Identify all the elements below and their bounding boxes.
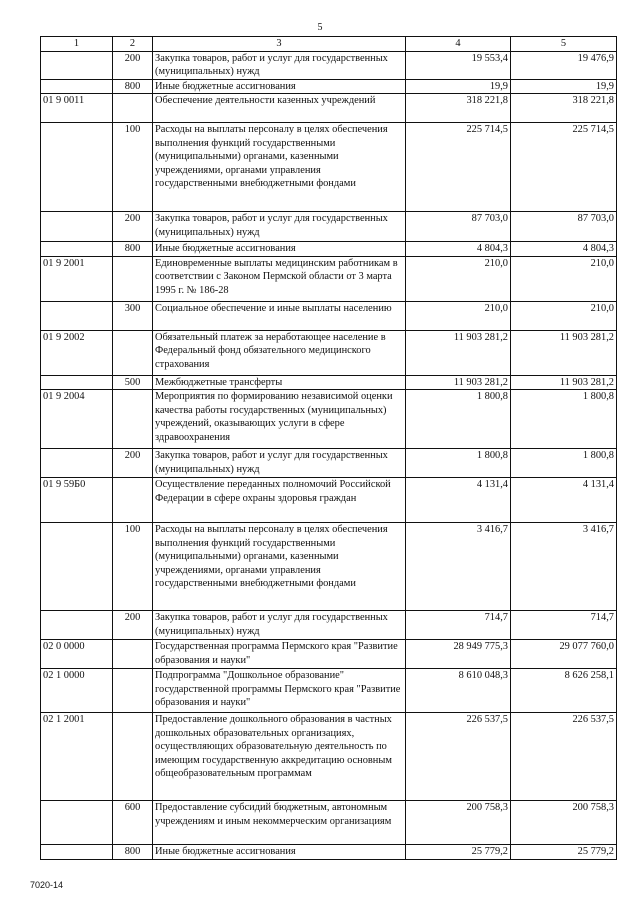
cell-amount-year2: 200 758,3: [511, 801, 617, 845]
header-col-5: 5: [511, 37, 617, 52]
table-row: [41, 123, 617, 212]
cell-name: Закупка товаров, работ и услуг для государственных (муниципальных) нужд: [153, 51, 406, 79]
cell-amount-year1: 714,7: [406, 611, 511, 640]
table-row: [41, 640, 617, 669]
cell-name: Расходы на выплаты персоналу в целях обеспечения выполнения функций государственными (муниципальными) органами, казенными учреждениями, органами управления государственными внебюджетными фондами: [153, 523, 406, 611]
cell-expense-type: [113, 640, 153, 669]
table-row: [41, 523, 617, 611]
cell-amount-year1: 225 714,5: [406, 123, 511, 212]
cell-amount-year2: 29 077 760,0: [511, 640, 617, 669]
cell-expense-type: [113, 669, 153, 713]
cell-amount-year1: 4 131,4: [406, 478, 511, 523]
cell-amount-year1: 28 949 775,3: [406, 640, 511, 669]
cell-name: Иные бюджетные ассигнования: [153, 845, 406, 860]
cell-code: 01 9 2004: [41, 390, 113, 449]
table-row: [41, 390, 617, 449]
cell-amount-year2: 1 800,8: [511, 390, 617, 449]
form-code: 7020-14: [30, 880, 64, 890]
cell-amount-year1: 210,0: [406, 256, 511, 301]
cell-code: 02 1 2001: [41, 713, 113, 801]
cell-amount-year1: 11 903 281,2: [406, 330, 511, 375]
cell-name: Подпрограмма "Дошкольное образование" государственной программы Пермского края "Развитие образования и науки": [153, 669, 406, 713]
cell-expense-type: 200: [113, 611, 153, 640]
cell-code: [41, 301, 113, 330]
cell-code: [41, 523, 113, 611]
cell-expense-type: 100: [113, 523, 153, 611]
cell-amount-year1: 25 779,2: [406, 845, 511, 860]
table-row: [41, 611, 617, 640]
table-row: [41, 478, 617, 523]
cell-amount-year2: 87 703,0: [511, 212, 617, 242]
header-col-4: 4: [406, 37, 511, 52]
cell-amount-year1: 226 537,5: [406, 713, 511, 801]
cell-name: Закупка товаров, работ и услуг для государственных (муниципальных) нужд: [153, 212, 406, 242]
cell-code: 02 0 0000: [41, 640, 113, 669]
cell-expense-type: [113, 713, 153, 801]
page-number: 5: [317, 22, 323, 33]
cell-name: Предоставление субсидий бюджетным, автономным учреждениям и иным некоммерческим организациям: [153, 801, 406, 845]
cell-amount-year2: 19,9: [511, 79, 617, 94]
cell-amount-year2: 4 131,4: [511, 478, 617, 523]
header-col-1: 1: [41, 37, 113, 52]
table-row: [41, 301, 617, 330]
cell-name: Мероприятия по формированию независимой оценки качества работы государственных (муниципальных) учреждений, оказывающих услуги в сфере здравоохранения: [153, 390, 406, 449]
table-row: [41, 801, 617, 845]
cell-code: 01 9 59Б0: [41, 478, 113, 523]
cell-code: [41, 242, 113, 257]
table-row: [41, 375, 617, 390]
cell-amount-year2: 714,7: [511, 611, 617, 640]
cell-expense-type: [113, 94, 153, 123]
cell-code: 02 1 0000: [41, 669, 113, 713]
cell-amount-year1: 318 221,8: [406, 94, 511, 123]
cell-expense-type: [113, 390, 153, 449]
table-row: [41, 256, 617, 301]
table-row: [41, 79, 617, 94]
cell-name: Социальное обеспечение и иные выплаты населению: [153, 301, 406, 330]
cell-expense-type: 800: [113, 242, 153, 257]
cell-expense-type: [113, 478, 153, 523]
table-row: [41, 845, 617, 860]
cell-code: [41, 801, 113, 845]
table-row: [41, 94, 617, 123]
cell-amount-year2: 226 537,5: [511, 713, 617, 801]
cell-code: [41, 845, 113, 860]
cell-expense-type: 500: [113, 375, 153, 390]
cell-code: [41, 212, 113, 242]
cell-expense-type: 200: [113, 51, 153, 79]
cell-amount-year2: 1 800,8: [511, 449, 617, 478]
table-row: [41, 669, 617, 713]
cell-amount-year1: 3 416,7: [406, 523, 511, 611]
cell-code: [41, 449, 113, 478]
table-row: [41, 713, 617, 801]
cell-amount-year2: 19 476,9: [511, 51, 617, 79]
cell-code: 01 9 2002: [41, 330, 113, 375]
cell-amount-year2: 25 779,2: [511, 845, 617, 860]
cell-name: Иные бюджетные ассигнования: [153, 242, 406, 257]
cell-name: Обязательный платеж за неработающее население в Федеральный фонд обязательного медицинского страхования: [153, 330, 406, 375]
table-row: [41, 449, 617, 478]
cell-amount-year1: 11 903 281,2: [406, 375, 511, 390]
cell-expense-type: [113, 256, 153, 301]
cell-amount-year1: 4 804,3: [406, 242, 511, 257]
cell-name: Иные бюджетные ассигнования: [153, 79, 406, 94]
cell-code: 01 9 0011: [41, 94, 113, 123]
cell-code: [41, 611, 113, 640]
cell-code: [41, 375, 113, 390]
cell-expense-type: [113, 330, 153, 375]
table-row: [41, 51, 617, 79]
cell-amount-year1: 1 800,8: [406, 390, 511, 449]
cell-amount-year1: 19 553,4: [406, 51, 511, 79]
cell-name: Осуществление переданных полномочий Российской Федерации в сфере охраны здоровья граждан: [153, 478, 406, 523]
cell-expense-type: 100: [113, 123, 153, 212]
cell-amount-year2: 225 714,5: [511, 123, 617, 212]
cell-expense-type: 600: [113, 801, 153, 845]
cell-expense-type: 300: [113, 301, 153, 330]
budget-table: [40, 36, 617, 860]
cell-amount-year1: 210,0: [406, 301, 511, 330]
cell-amount-year2: 318 221,8: [511, 94, 617, 123]
cell-expense-type: 800: [113, 79, 153, 94]
cell-amount-year2: 210,0: [511, 256, 617, 301]
cell-expense-type: 800: [113, 845, 153, 860]
cell-name: Закупка товаров, работ и услуг для государственных (муниципальных) нужд: [153, 449, 406, 478]
cell-code: [41, 51, 113, 79]
cell-name: Межбюджетные трансферты: [153, 375, 406, 390]
cell-name: Государственная программа Пермского края "Развитие образования и науки": [153, 640, 406, 669]
table-row: [41, 330, 617, 375]
cell-amount-year2: 11 903 281,2: [511, 330, 617, 375]
cell-code: 01 9 2001: [41, 256, 113, 301]
cell-code: [41, 79, 113, 94]
header-col-2: 2: [113, 37, 153, 52]
cell-expense-type: 200: [113, 212, 153, 242]
cell-amount-year1: 1 800,8: [406, 449, 511, 478]
cell-name: Расходы на выплаты персоналу в целях обеспечения выполнения функций государственными (муниципальными) органами, казенными учреждениями, органами управления государственными внебюджетными фондами: [153, 123, 406, 212]
cell-name: Закупка товаров, работ и услуг для государственных (муниципальных) нужд: [153, 611, 406, 640]
table-row: [41, 212, 617, 242]
cell-amount-year1: 87 703,0: [406, 212, 511, 242]
cell-amount-year2: 4 804,3: [511, 242, 617, 257]
cell-name: Обеспечение деятельности казенных учреждений: [153, 94, 406, 123]
cell-amount-year2: 11 903 281,2: [511, 375, 617, 390]
header-row: [41, 37, 617, 52]
cell-amount-year1: 8 610 048,3: [406, 669, 511, 713]
header-col-3: 3: [153, 37, 406, 52]
cell-amount-year2: 210,0: [511, 301, 617, 330]
cell-amount-year2: 8 626 258,1: [511, 669, 617, 713]
cell-amount-year1: 200 758,3: [406, 801, 511, 845]
cell-name: Предоставление дошкольного образования в частных дошкольных образовательных организациях, осуществляющих образовательную деятельность по имеющим государственную аккредитацию основным общеобразовательным программам: [153, 713, 406, 801]
cell-name: Единовременные выплаты медицинским работникам в соответствии с Законом Пермской области от 3 марта 1995 г. № 186-28: [153, 256, 406, 301]
cell-code: [41, 123, 113, 212]
cell-amount-year2: 3 416,7: [511, 523, 617, 611]
cell-amount-year1: 19,9: [406, 79, 511, 94]
cell-expense-type: 200: [113, 449, 153, 478]
table-row: [41, 242, 617, 257]
